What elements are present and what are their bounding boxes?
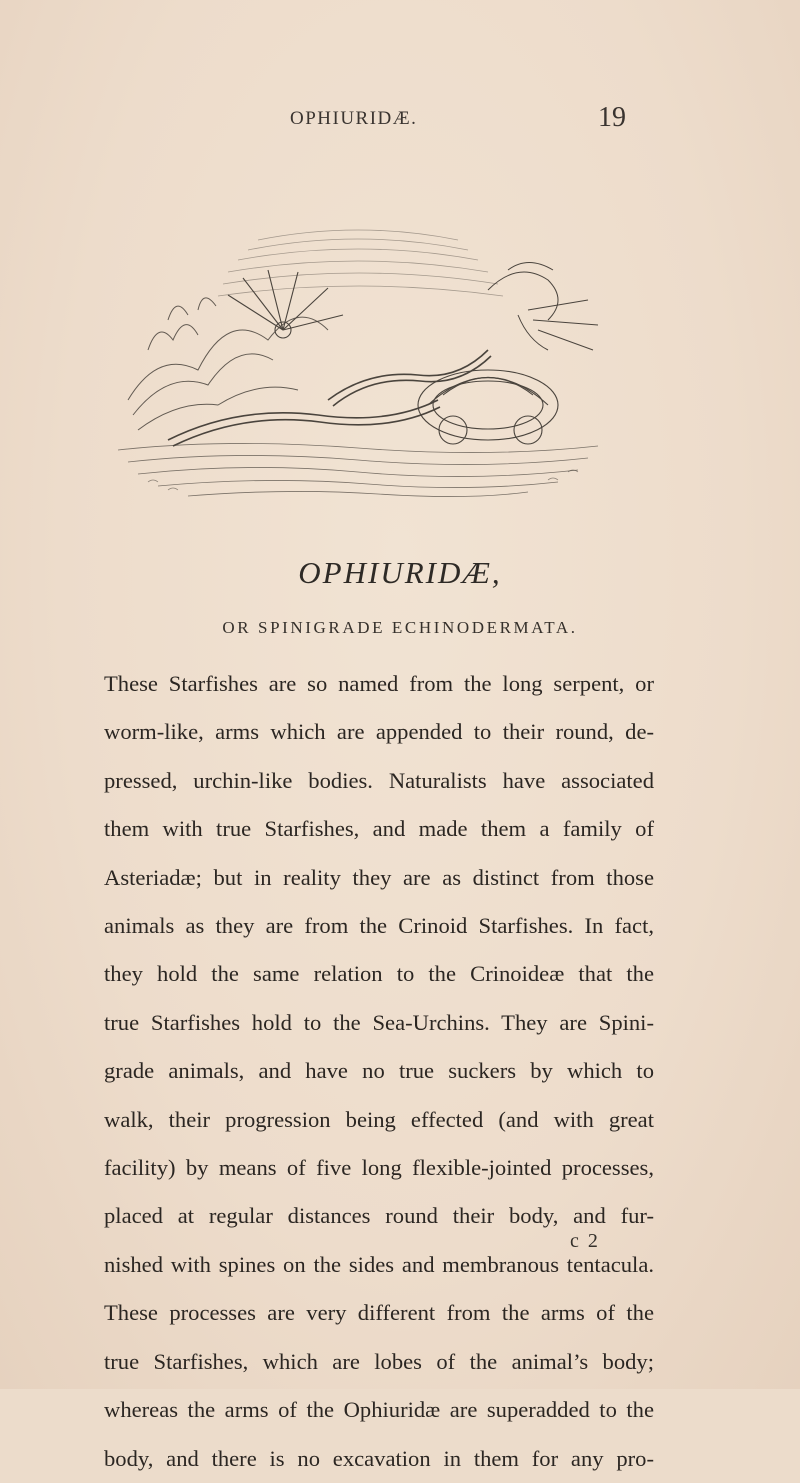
text-line: placed at regular distances round their body, and fur- xyxy=(104,1203,654,1229)
text-line: Asteriadæ; but in reality they are as distinct from those xyxy=(104,864,654,890)
text-line: These Starfishes are so named from the long serpent, or xyxy=(104,671,654,696)
text-line: grade animals, and have no true suckers by which to xyxy=(104,1058,654,1084)
text-line: true Starfishes hold to the Sea-Urchins. They are Spini- xyxy=(104,1009,654,1035)
text-line: whereas the arms of the Ophiuridæ are superadded to the xyxy=(104,1397,654,1423)
text-line: pressed, urchin-like bodies. Naturalists have associated xyxy=(104,767,654,793)
chapter-subtitle: OR SPINIGRADE ECHINODERMATA. xyxy=(222,618,578,637)
engraved-vignette-illustration xyxy=(108,200,606,502)
text-line: These processes are very different from the arms of the xyxy=(104,1300,654,1326)
text-line: walk, their progression being effected (and with great xyxy=(104,1106,654,1132)
text-line: facility) by means of five long flexible-jointed processes, xyxy=(104,1155,654,1181)
text-line: body, and there is no excavation in them for any pro- xyxy=(104,1445,654,1471)
text-line: worm-like, arms which are appended to their round, de- xyxy=(104,719,654,745)
signature-mark: c 2 xyxy=(570,1230,600,1252)
page-number: 19 xyxy=(598,102,626,133)
running-head xyxy=(0,102,800,138)
text-line: nished with spines on the sides and membranous tentacula. xyxy=(104,1251,654,1277)
chapter-title: OPHIURIDÆ, xyxy=(298,555,502,590)
text-line: animals as they are from the Crinoid Starfishes. In fact, xyxy=(104,913,654,939)
text-line: they hold the same relation to the Crinoideæ that the xyxy=(104,961,654,987)
running-title: OPHIURIDÆ. xyxy=(290,108,418,129)
body-paragraph xyxy=(104,660,654,1483)
text-line: true Starfishes, which are lobes of the animal’s body; xyxy=(104,1348,654,1374)
text-line: them with true Starfishes, and made them a family of xyxy=(104,816,654,842)
